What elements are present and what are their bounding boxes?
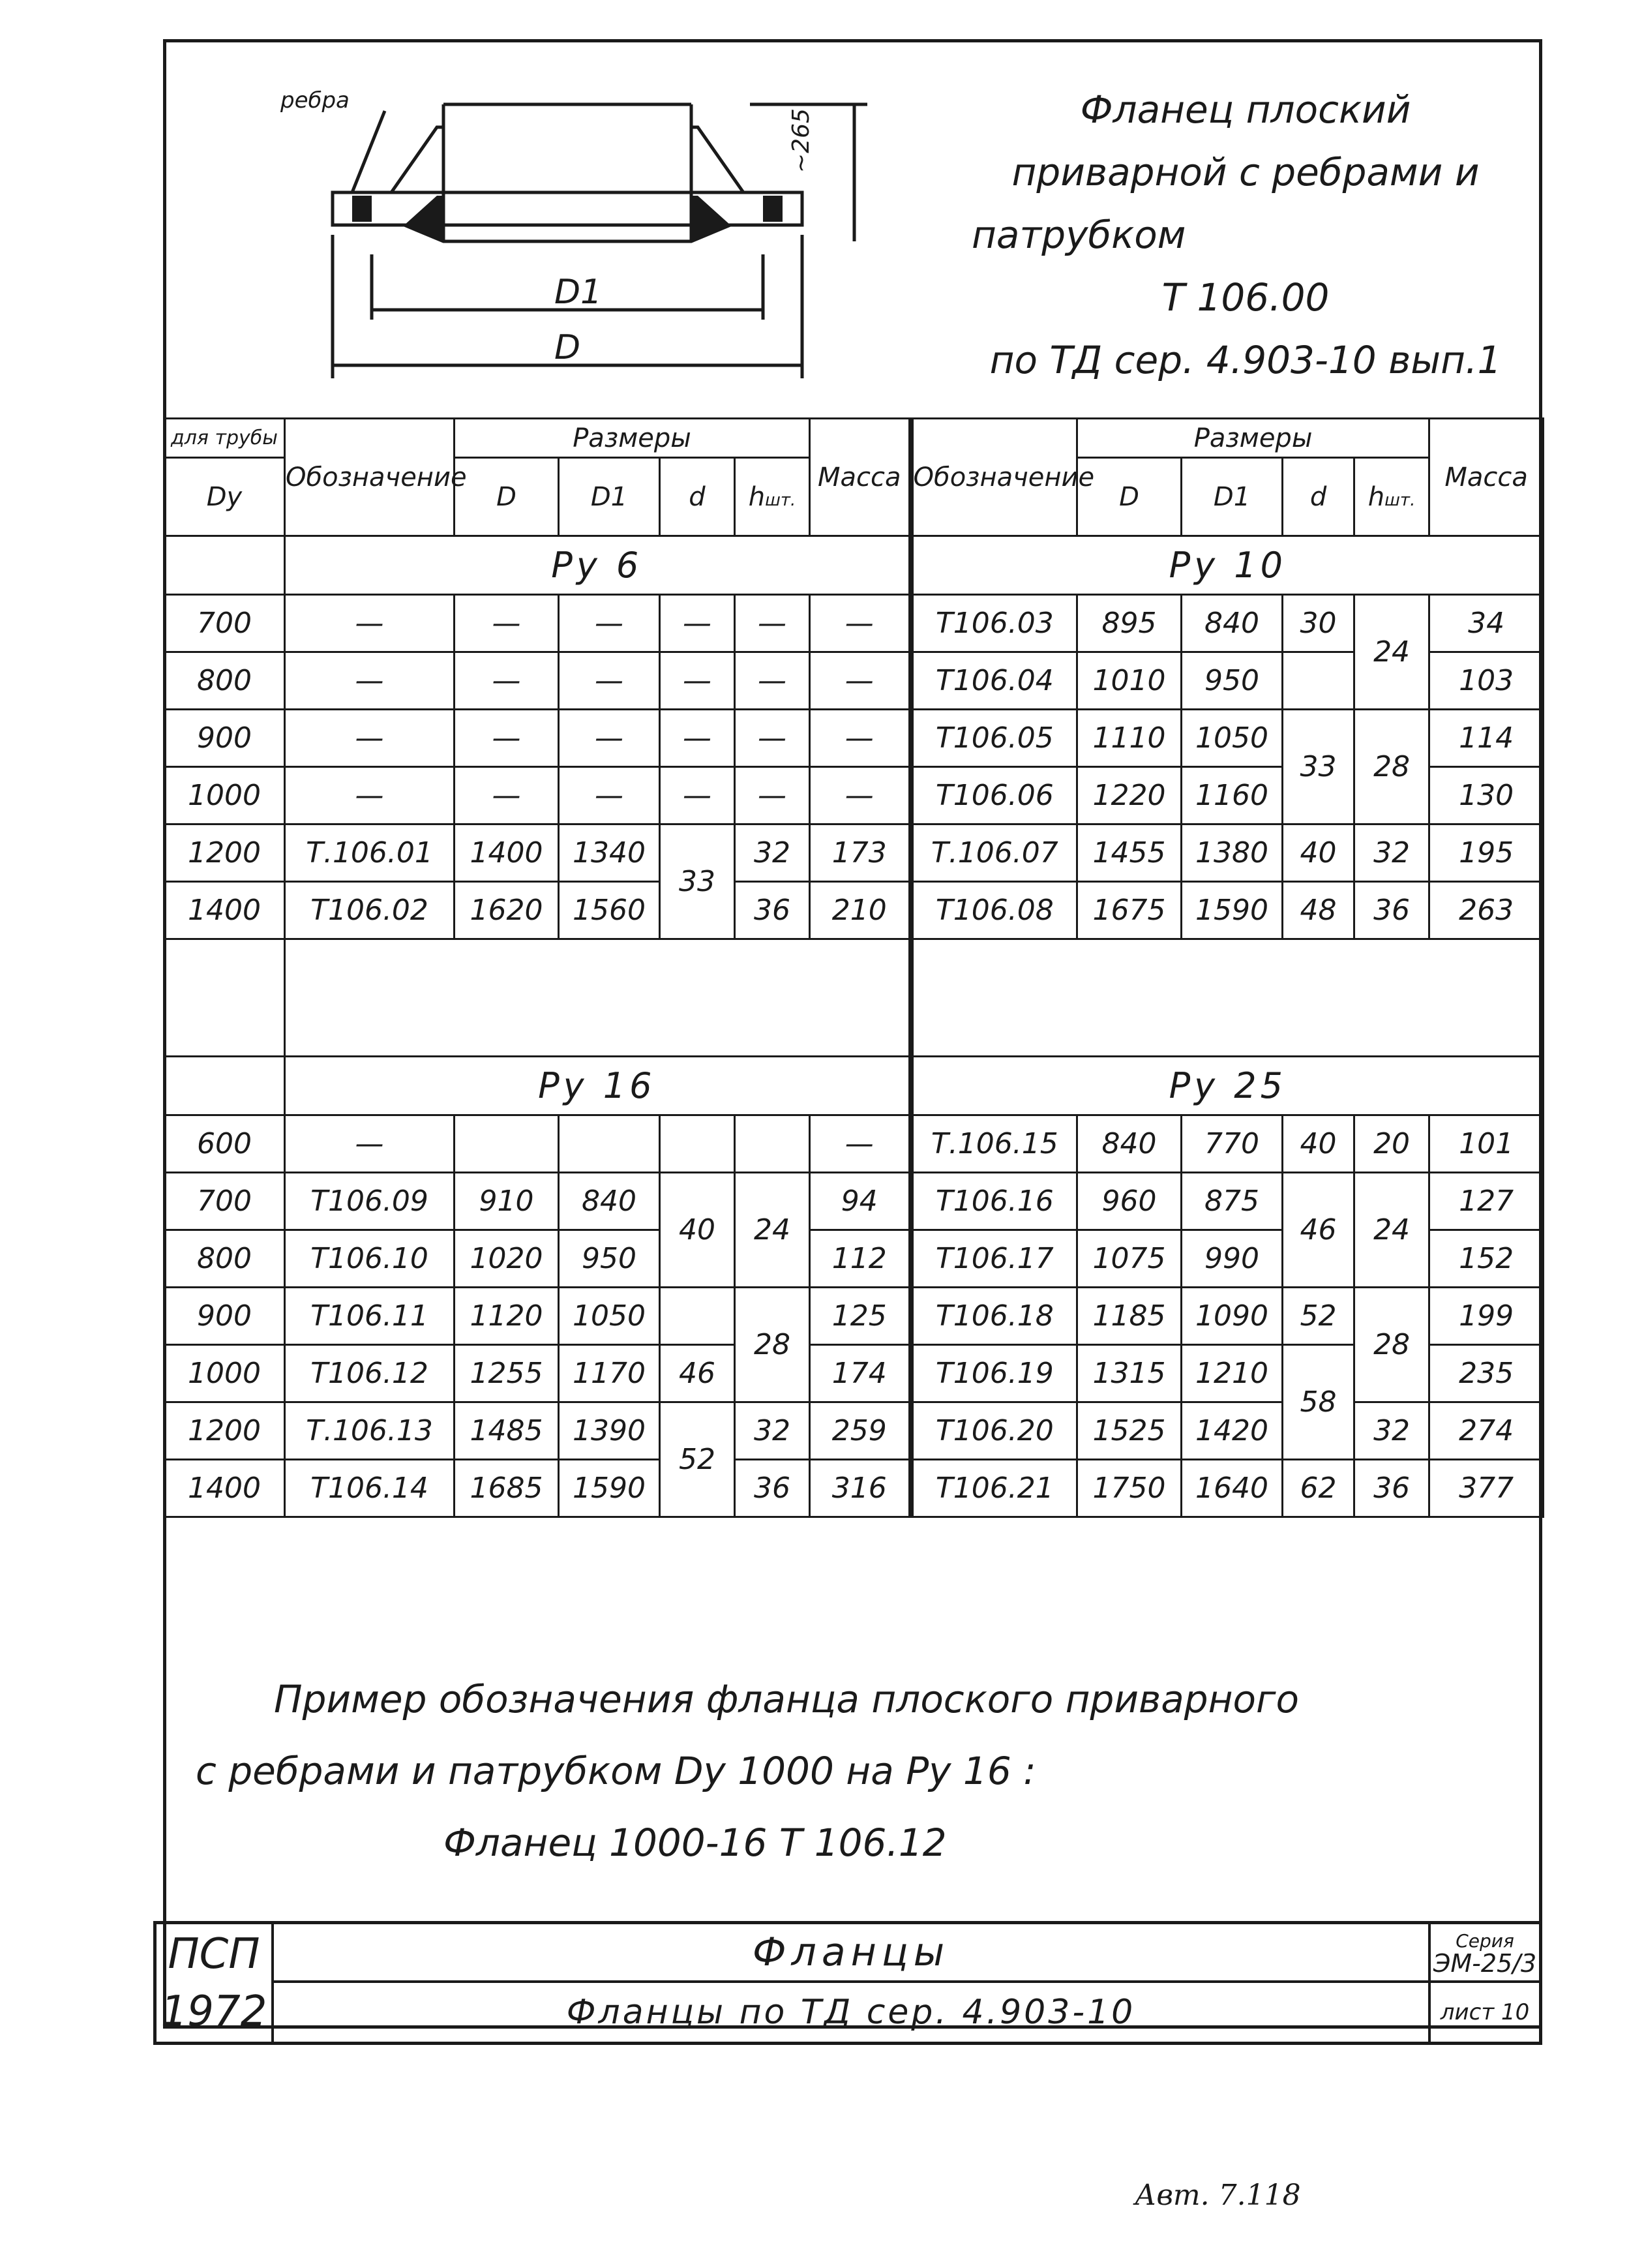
table-cell: 1750 <box>1077 1460 1182 1517</box>
col-small-d-header-right: d <box>1283 458 1354 536</box>
table-cell: 1220 <box>1077 767 1182 824</box>
title-reference: по ТД сер. 4.903-10 вып.1 <box>989 338 1502 382</box>
table-cell: 174 <box>810 1345 911 1402</box>
table-cell: 24 <box>1354 1173 1429 1288</box>
title-block <box>959 78 1532 391</box>
table-cell: 316 <box>810 1460 911 1517</box>
group-pressure-6: Ру 6 <box>285 536 911 595</box>
col-d-header: D <box>455 458 559 536</box>
table-cell: 125 <box>810 1288 911 1345</box>
col-small-d-header: d <box>660 458 735 536</box>
table-cell: Т106.17 <box>911 1230 1077 1288</box>
table-cell: 950 <box>1182 652 1283 710</box>
title-stamp <box>153 1921 1542 2045</box>
table-cell: 1200 <box>164 1402 285 1460</box>
stamp-name: Фланцы <box>274 1924 1428 1983</box>
table-cell: 1010 <box>1077 652 1182 710</box>
stamp-sheet: лист 10 <box>1428 1983 1539 2042</box>
table-cell: 1090 <box>1182 1288 1283 1345</box>
designation-header: Обозначение <box>285 419 455 536</box>
table-cell: — <box>660 652 735 710</box>
table-row <box>164 882 1544 939</box>
table-cell: — <box>559 710 660 767</box>
group-spacer <box>164 536 285 595</box>
table-cell: 40 <box>1283 824 1354 882</box>
table-cell: Т106.19 <box>911 1345 1077 1402</box>
table-cell: 1050 <box>1182 710 1283 767</box>
table-cell: 28 <box>735 1288 810 1402</box>
dy-header: Dу <box>164 458 285 536</box>
example-line-2: с ребрами и патрубком Dу 1000 на Ру 16 : <box>196 1749 1036 1793</box>
table-cell: Т106.09 <box>285 1173 455 1230</box>
table-cell: 900 <box>164 710 285 767</box>
table-cell: 62 <box>1283 1460 1354 1517</box>
table-cell: 1560 <box>559 882 660 939</box>
block-pressure-6-10 <box>164 595 1544 939</box>
table-cell <box>1283 652 1354 710</box>
table-row <box>164 1115 1544 1173</box>
dy-top-header: для трубы <box>164 419 285 458</box>
table-row <box>164 1460 1544 1517</box>
designation-example <box>196 1663 1532 1879</box>
example-line-1: Пример обозначения фланца плоского приварного <box>274 1677 1299 1721</box>
table-row <box>164 1345 1544 1402</box>
stamp-organization: ПСП 1972 <box>157 1924 274 2042</box>
table-cell: — <box>285 1115 455 1173</box>
table-cell: 195 <box>1429 824 1544 882</box>
table-cell: 1590 <box>1182 882 1283 939</box>
col-h-header-right: hшт. <box>1354 458 1429 536</box>
table-cell: — <box>810 710 911 767</box>
table-cell: 36 <box>735 1460 810 1517</box>
table-cell: 28 <box>1354 1288 1429 1402</box>
table-cell: 1210 <box>1182 1345 1283 1402</box>
table-cell: 24 <box>1354 595 1429 710</box>
table-cell: 235 <box>1429 1345 1544 1402</box>
title-line-3: патрубком <box>972 213 1186 257</box>
table-cell: 1255 <box>455 1345 559 1402</box>
table-cell: 1340 <box>559 824 660 882</box>
table-cell: 40 <box>660 1173 735 1288</box>
group-spacer <box>164 1057 285 1115</box>
table-cell: 700 <box>164 595 285 652</box>
table-cell: Т106.21 <box>911 1460 1077 1517</box>
table-cell: 210 <box>810 882 911 939</box>
table-cell: 1110 <box>1077 710 1182 767</box>
table-cell: 199 <box>1429 1288 1544 1345</box>
table-cell <box>455 1115 559 1173</box>
table-cell: 1000 <box>164 1345 285 1402</box>
col-d1-header-right: D1 <box>1182 458 1283 536</box>
table-cell: 770 <box>1182 1115 1283 1173</box>
table-cell: 1640 <box>1182 1460 1283 1517</box>
table-row <box>164 595 1544 652</box>
table-cell: Т106.16 <box>911 1173 1077 1230</box>
table-cell: — <box>455 710 559 767</box>
title-line-1: Фланец плоский <box>1080 87 1411 132</box>
table-cell: 48 <box>1283 882 1354 939</box>
table-cell: 1120 <box>455 1288 559 1345</box>
table-cell: 36 <box>735 882 810 939</box>
title-line-2: приварной с ребрами и <box>1011 150 1480 194</box>
table-cell: 33 <box>1283 710 1354 824</box>
table-cell: 1685 <box>455 1460 559 1517</box>
table-cell: — <box>660 767 735 824</box>
table-cell: Т106.18 <box>911 1288 1077 1345</box>
table-cell: 259 <box>810 1402 911 1460</box>
flange-spec-table <box>163 417 1544 1518</box>
table-cell: 263 <box>1429 882 1544 939</box>
table-cell: 46 <box>660 1345 735 1402</box>
table-cell: — <box>285 710 455 767</box>
table-cell: 112 <box>810 1230 911 1288</box>
table-cell: Т106.11 <box>285 1288 455 1345</box>
table-cell: 1400 <box>164 882 285 939</box>
table-cell: 28 <box>1354 710 1429 824</box>
table-cell: — <box>285 595 455 652</box>
table-cell: 32 <box>1354 824 1429 882</box>
sizes-header: Размеры <box>455 419 810 458</box>
blank-row <box>164 939 285 1057</box>
table-row <box>164 652 1544 710</box>
table-cell: 1160 <box>1182 767 1283 824</box>
table-row <box>164 824 1544 882</box>
title-code: Т 106.00 <box>1161 275 1330 320</box>
table-cell: 950 <box>559 1230 660 1288</box>
table-cell: 1315 <box>1077 1345 1182 1402</box>
table-cell: — <box>660 595 735 652</box>
table-cell: 24 <box>735 1173 810 1288</box>
table-cell: — <box>455 595 559 652</box>
group-pressure-25: Ру 25 <box>911 1057 1544 1115</box>
table-row <box>164 1288 1544 1345</box>
table-cell: — <box>735 652 810 710</box>
table-cell: Т106.20 <box>911 1402 1077 1460</box>
table-cell: 1485 <box>455 1402 559 1460</box>
table-cell: Т106.10 <box>285 1230 455 1288</box>
table-cell: 990 <box>1182 1230 1283 1288</box>
table-cell: 52 <box>660 1402 735 1517</box>
table-cell: 1525 <box>1077 1402 1182 1460</box>
table-cell: 1170 <box>559 1345 660 1402</box>
table-cell: 94 <box>810 1173 911 1230</box>
table-cell: 20 <box>1354 1115 1429 1173</box>
col-h-header: hшт. <box>735 458 810 536</box>
table-cell: Т.106.01 <box>285 824 455 882</box>
table-cell: 130 <box>1429 767 1544 824</box>
table-row <box>164 1173 1544 1230</box>
table-cell: 152 <box>1429 1230 1544 1288</box>
table-cell: 1200 <box>164 824 285 882</box>
table-cell: 32 <box>735 824 810 882</box>
table-cell: 800 <box>164 652 285 710</box>
table-cell: 910 <box>455 1173 559 1230</box>
table-cell: 36 <box>1354 1460 1429 1517</box>
d1-label: D1 <box>554 273 603 312</box>
table-cell: Т106.06 <box>911 767 1077 824</box>
table-cell: 173 <box>810 824 911 882</box>
table-cell: — <box>810 1115 911 1173</box>
table-cell: 30 <box>1283 595 1354 652</box>
table-cell: — <box>735 710 810 767</box>
table-cell <box>660 1288 735 1345</box>
table-cell: Т106.03 <box>911 595 1077 652</box>
table-cell: 960 <box>1077 1173 1182 1230</box>
table-cell: 1050 <box>559 1288 660 1345</box>
table-cell: — <box>660 710 735 767</box>
table-cell: 1455 <box>1077 824 1182 882</box>
table-cell: 36 <box>1354 882 1429 939</box>
blank-row <box>285 939 911 1057</box>
table-cell: 1075 <box>1077 1230 1182 1288</box>
table-cell: — <box>559 595 660 652</box>
table-cell <box>559 1115 660 1173</box>
table-cell: 1400 <box>455 824 559 882</box>
table-cell: 58 <box>1283 1345 1354 1460</box>
ribs-label: ребра <box>280 87 350 113</box>
table-cell: 103 <box>1429 652 1544 710</box>
table-cell: 700 <box>164 1173 285 1230</box>
table-cell: 52 <box>1283 1288 1354 1345</box>
table-cell: Т.106.13 <box>285 1402 455 1460</box>
table-cell: 1020 <box>455 1230 559 1288</box>
table-cell: 127 <box>1429 1173 1544 1230</box>
table-cell: 101 <box>1429 1115 1544 1173</box>
table-cell: 1620 <box>455 882 559 939</box>
mass-header-right: Масса <box>1429 419 1544 536</box>
blank-row <box>911 939 1544 1057</box>
designation-header-right: Обозначение <box>911 419 1077 536</box>
flange-drawing <box>280 85 828 398</box>
table-cell: — <box>285 652 455 710</box>
table-cell: 32 <box>1354 1402 1429 1460</box>
table-cell: 840 <box>1077 1115 1182 1173</box>
table-cell: Т106.02 <box>285 882 455 939</box>
sizes-header-right: Размеры <box>1077 419 1429 458</box>
table-cell: — <box>455 652 559 710</box>
table-cell: 1390 <box>559 1402 660 1460</box>
table-cell: 895 <box>1077 595 1182 652</box>
table-cell: 1675 <box>1077 882 1182 939</box>
table-cell: 377 <box>1429 1460 1544 1517</box>
table-cell: 1380 <box>1182 824 1283 882</box>
col-d1-header: D1 <box>559 458 660 536</box>
table-cell: — <box>559 767 660 824</box>
table-cell: 1185 <box>1077 1288 1182 1345</box>
group-pressure-16: Ру 16 <box>285 1057 911 1115</box>
col-d-header-right: D <box>1077 458 1182 536</box>
table-cell: 1000 <box>164 767 285 824</box>
table-cell: — <box>735 767 810 824</box>
table-cell: 840 <box>1182 595 1283 652</box>
table-cell: — <box>810 767 911 824</box>
table-cell: 33 <box>660 824 735 939</box>
table-cell: Т106.05 <box>911 710 1077 767</box>
d-label: D <box>554 328 581 367</box>
table-cell: — <box>455 767 559 824</box>
table-cell: 600 <box>164 1115 285 1173</box>
table-cell: Т106.08 <box>911 882 1077 939</box>
table-cell: 1420 <box>1182 1402 1283 1460</box>
table-cell: — <box>735 595 810 652</box>
table-cell: — <box>559 652 660 710</box>
mass-header: Масса <box>810 419 911 536</box>
table-cell: — <box>810 652 911 710</box>
table-cell: 800 <box>164 1230 285 1288</box>
table-cell: 840 <box>559 1173 660 1230</box>
table-cell: Т.106.15 <box>911 1115 1077 1173</box>
table-cell: 1590 <box>559 1460 660 1517</box>
table-cell: 40 <box>1283 1115 1354 1173</box>
table-cell: Т106.04 <box>911 652 1077 710</box>
group-pressure-10: Ру 10 <box>911 536 1544 595</box>
table-cell: 46 <box>1283 1173 1354 1288</box>
table-cell: 1400 <box>164 1460 285 1517</box>
table-cell: Т.106.07 <box>911 824 1077 882</box>
table-cell: 875 <box>1182 1173 1283 1230</box>
table-cell <box>735 1115 810 1173</box>
table-cell: Т106.12 <box>285 1345 455 1402</box>
table-cell: 114 <box>1429 710 1544 767</box>
example-line-3: Фланец 1000-16 Т 106.12 <box>443 1821 947 1865</box>
table-cell: — <box>285 767 455 824</box>
signature: Авт. 7.118 <box>1135 2179 1301 2212</box>
table-cell: Т106.14 <box>285 1460 455 1517</box>
table-cell: 34 <box>1429 595 1544 652</box>
stamp-subtitle: Фланцы по ТД сер. 4.903-10 <box>566 1993 1136 2032</box>
block-pressure-16-25 <box>164 1115 1544 1517</box>
table-row <box>164 710 1544 767</box>
table-cell: — <box>810 595 911 652</box>
height-label: ~265 <box>788 108 814 173</box>
table-cell: 900 <box>164 1288 285 1345</box>
stamp-series: Серия ЭМ-25/3 <box>1428 1924 1539 1983</box>
table-cell <box>660 1115 735 1173</box>
table-cell: 32 <box>735 1402 810 1460</box>
table-cell: 274 <box>1429 1402 1544 1460</box>
